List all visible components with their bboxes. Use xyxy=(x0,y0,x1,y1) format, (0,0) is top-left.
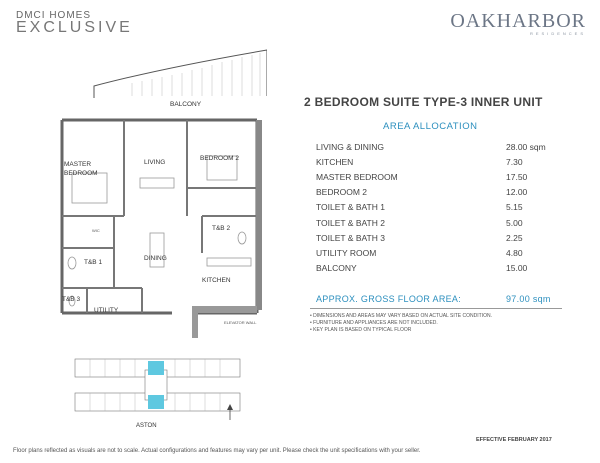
key-plan xyxy=(70,356,245,438)
notes xyxy=(310,313,492,334)
label-master-2: BEDROOM xyxy=(64,170,98,177)
toilet-tb1 xyxy=(68,257,76,269)
area-value: 5.15 xyxy=(506,202,523,213)
key-plan-highlight-top xyxy=(148,361,164,375)
logo-sub: RESIDENCES xyxy=(529,31,586,36)
area-value: 28.00 sqm xyxy=(506,141,546,152)
area-name: UTILITY ROOM xyxy=(316,247,377,258)
label-dining: DINING xyxy=(144,255,167,262)
area-name: BALCONY xyxy=(316,263,357,274)
logo-main: OAKHARBOR xyxy=(450,10,586,32)
area-row xyxy=(316,139,556,154)
label-elevator-wall: ELEVATOR WALL xyxy=(224,320,257,325)
floor-plan xyxy=(42,48,267,348)
area-row xyxy=(316,261,556,276)
gfa-value: 97.00 sqm xyxy=(506,294,551,304)
area-row xyxy=(316,200,556,215)
label-tb1: T&B 1 xyxy=(84,259,103,266)
area-name: TOILET & BATH 1 xyxy=(316,202,385,213)
label-living: LIVING xyxy=(144,159,166,166)
area-value: 7.30 xyxy=(506,156,523,167)
area-name: TOILET & BATH 2 xyxy=(316,217,385,228)
note-item: • DIMENSIONS AND AREAS MAY VARY BASED ON ACTUAL SITE CONDITION. xyxy=(310,313,492,319)
balcony-outline xyxy=(94,50,267,98)
area-value: 12.00 xyxy=(506,187,528,198)
footer-disclaimer: Floor plans reflected as visuals are not to scale. Actual configurations and features may vary per unit. Please check the unit specifications with your seller. xyxy=(13,448,421,454)
area-value: 4.80 xyxy=(506,247,523,258)
label-utility: UTILITY xyxy=(94,307,119,314)
area-name: LIVING & DINING xyxy=(316,141,385,152)
area-value: 5.00 xyxy=(506,217,523,228)
area-heading: AREA ALLOCATION xyxy=(383,121,478,132)
gross-floor-area xyxy=(316,294,556,304)
brand-top: DMCI HOMES xyxy=(16,10,91,21)
interior-walls xyxy=(62,120,257,313)
area-row xyxy=(316,245,556,260)
area-value: 2.25 xyxy=(506,232,523,243)
oakharbor-logo xyxy=(450,10,586,36)
gfa-label: APPROX. GROSS FLOOR AREA: xyxy=(316,294,462,304)
brand-bottom: EXCLUSIVE xyxy=(16,19,133,36)
label-master-1: MASTER xyxy=(64,161,92,168)
key-plan-highlight-bottom xyxy=(148,395,164,409)
area-name: KITCHEN xyxy=(316,156,354,167)
area-value: 15.00 xyxy=(506,263,528,274)
label-wic: WIC xyxy=(92,228,100,233)
note-item: • FURNITURE AND APPLIANCES ARE NOT INCLUDED. xyxy=(310,320,438,326)
area-row xyxy=(316,185,556,200)
area-row xyxy=(316,154,556,169)
living-sofa xyxy=(140,178,174,188)
gfa-divider xyxy=(310,308,562,309)
toilet-tb2 xyxy=(238,232,246,244)
label-kitchen: KITCHEN xyxy=(202,277,231,284)
label-balcony: BALCONY xyxy=(170,101,202,108)
area-row xyxy=(316,169,556,184)
label-tb2: T&B 2 xyxy=(212,225,231,232)
area-name: MASTER BEDROOM xyxy=(316,171,398,182)
balcony-railing xyxy=(132,53,260,96)
area-row xyxy=(316,215,556,230)
key-plan-label: ASTON xyxy=(136,423,157,429)
unit-title: 2 BEDROOM SUITE TYPE-3 INNER UNIT xyxy=(304,95,543,109)
kitchen-counter xyxy=(207,258,251,266)
master-bed xyxy=(72,173,107,203)
area-name: BEDROOM 2 xyxy=(316,187,368,198)
area-name: TOILET & BATH 3 xyxy=(316,232,385,243)
effective-date: EFFECTIVE FEBRUARY 2017 xyxy=(476,437,552,443)
note-item: • KEY PLAN IS BASED ON TYPICAL FLOOR xyxy=(310,327,412,333)
area-value: 17.50 xyxy=(506,171,528,182)
area-table xyxy=(316,139,556,276)
structural-column xyxy=(256,120,262,310)
area-row xyxy=(316,230,556,245)
label-bedroom2: BEDROOM 2 xyxy=(200,155,240,162)
label-tb3: T&B 3 xyxy=(62,296,81,303)
